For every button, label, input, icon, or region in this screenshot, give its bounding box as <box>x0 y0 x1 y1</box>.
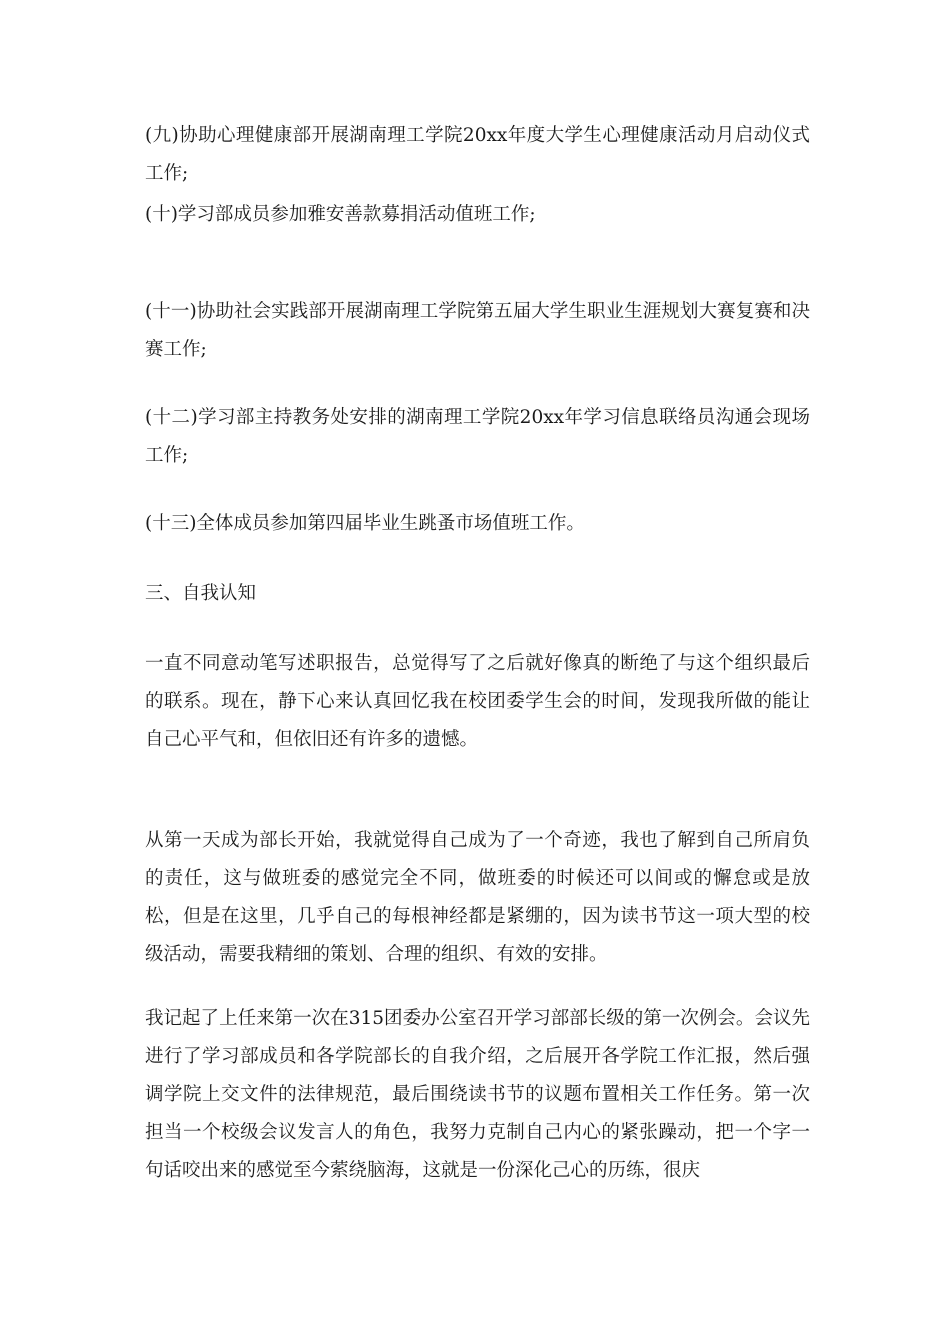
body-paragraph: 我记起了上任来第一次在315团委办公室召开学习部部长级的第一次例会。会议先进行了学习部成员和各学院部长的自我介绍，之后展开各学院工作汇报，然后强调学院上交文件的法律规范，最后围绕读书节的议题布置相关工作任务。第一次担当一个校级会议发言人的角色，我努力克制自己内心的紧张躁动，把一个字一句话咬出来的感觉至今萦绕脑海，这就是一份深化己心的历练，很庆 <box>145 1008 810 1181</box>
list-item: (十三)全体成员参加第四届毕业生跳蚤市场值班工作。 <box>145 513 585 534</box>
list-item: (十)学习部成员参加雅安善款募捐活动值班工作; <box>145 204 536 225</box>
body-paragraph: 从第一天成为部长开始，我就觉得自己成为了一个奇迹，我也了解到自己所肩负的责任，这与做班委的感觉完全不同，做班委的时候还可以间或的懈怠或是放松，但是在这里，几乎自己的每根神经都是紧绷的，因为读书节这一项大型的校级活动，需要我精细的策划、合理的组织、有效的安排。 <box>145 830 810 965</box>
list-item: (十二)学习部主持教务处安排的湖南理工学院20xx年学习信息联络员沟通会现场工作; <box>145 407 810 466</box>
list-item: (十一)协助社会实践部开展湖南理工学院第五届大学生职业生涯规划大赛复赛和决赛工作; <box>145 301 810 360</box>
body-paragraph: 一直不同意动笔写述职报告，总觉得写了之后就好像真的断绝了与这个组织最后的联系。现在，静下心来认真回忆我在校团委学生会的时间，发现我所做的能让自己心平气和，但依旧还有许多的遗憾。 <box>145 653 810 750</box>
list-item: (九)协助心理健康部开展湖南理工学院20xx年度大学生心理健康活动月启动仪式工作; <box>145 125 810 184</box>
section-heading: 三、自我认知 <box>145 583 257 604</box>
